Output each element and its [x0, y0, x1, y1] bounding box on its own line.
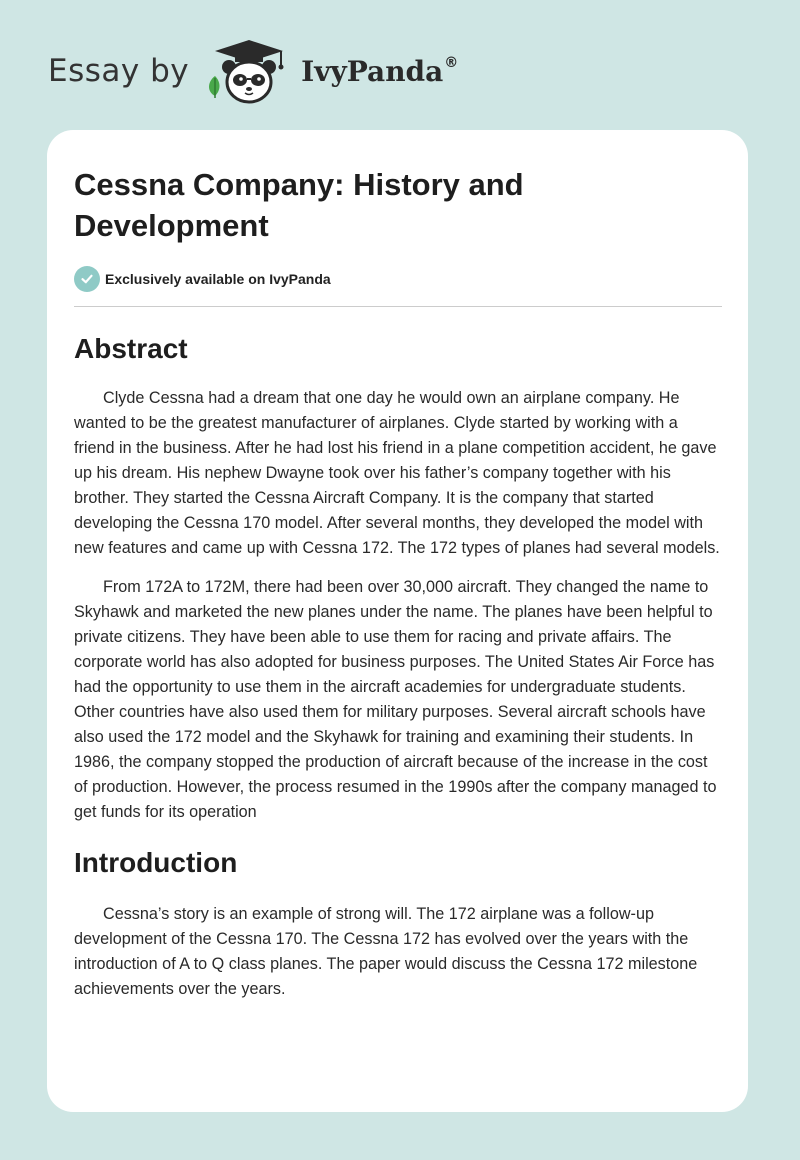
abstract-paragraph-1: Clyde Cessna had a dream that one day he would own an airplane company. He wanted to be the greatest manufacturer of airplanes. Clyde started by working with a friend in the business. After he had lost his friend in a plane competition accident, he gave up his dream. His nephew Dwayne took over his father’s company together with his brother. They started the Cessna Aircraft Company. It is the company that started developing the Cessna 170 model. After several months, they developed the model with new features and came up with Cessna 172. The 172 types of planes had several models. [74, 389, 720, 557]
essay-card [47, 130, 748, 1112]
introduction-paragraph-1: Cessna’s story is an example of strong will. The 172 airplane was a follow-up development of the Cessna 170. The Cessna 172 has evolved over the years with the introduction of A to Q class planes. The paper would discuss the Cessna 172 milestone achievements over the years. [74, 905, 698, 998]
exclusive-badge [74, 266, 722, 292]
section-heading-abstract: Abstract [74, 333, 188, 364]
badge-label: Exclusively available on IvyPanda [105, 271, 331, 287]
checkmark-icon [74, 266, 100, 292]
brand-prefix: Essay by [48, 53, 190, 89]
page-title: Cessna Company: History and Development [74, 167, 524, 243]
brand-name: IvyPanda® [301, 54, 459, 88]
brand-logo[interactable] [48, 36, 458, 106]
section-heading-introduction: Introduction [74, 847, 238, 878]
registered-mark: ® [444, 54, 459, 71]
panda-mascot-icon [203, 36, 295, 106]
divider [74, 306, 722, 307]
abstract-paragraph-2: From 172A to 172M, there had been over 30,000 aircraft. They changed the name to Skyhawk and marketed the new planes under the name. The planes have been helpful to private citizens. They have been able to use them for racing and private affairs. The corporate world has also adopted for business purposes. The United States Air Force has had the opportunity to use them in the aircraft academies for undergraduate students. Other countries have also used them for military purposes. Several aircraft schools have also used the 172 model and the Skyhawk for training and examining their students. In 1986, the company stopped the production of aircraft because of the increase in the cost of production. However, the process resumed in the 1990s after the company managed to get funds for its operation [74, 578, 717, 821]
